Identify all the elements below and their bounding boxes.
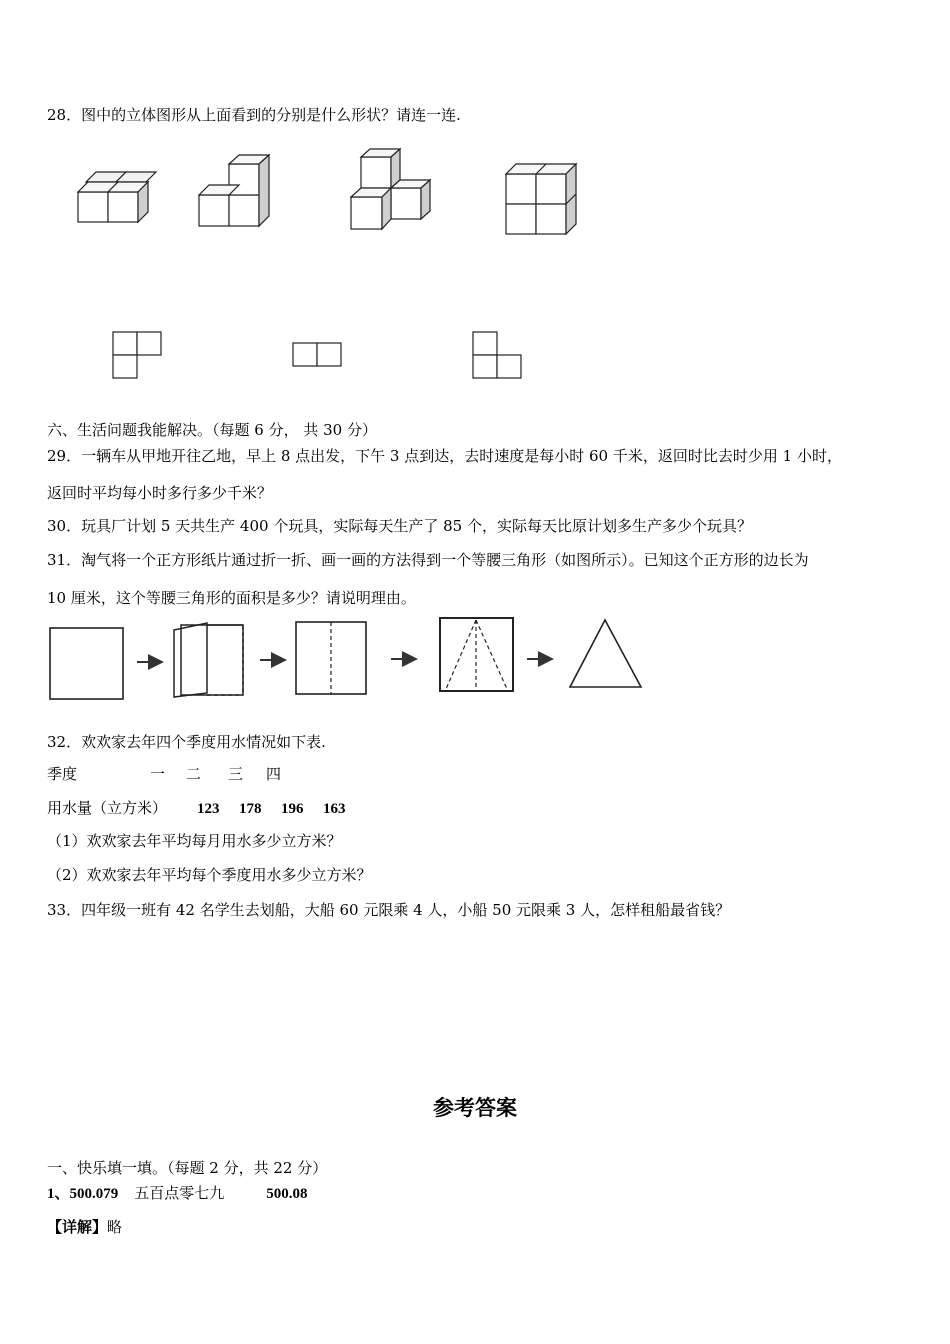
answer-1-number: 1、500.079 bbox=[47, 1186, 119, 1202]
square-paper bbox=[50, 628, 123, 699]
q32-row2-value-3: 196 bbox=[281, 801, 304, 817]
q32-table-row2 bbox=[47, 797, 346, 818]
q28-text: 28．图中的立体图形从上面看到的分别是什么形状？请连一连. bbox=[47, 106, 461, 124]
q32-row1-label: 季度 bbox=[47, 765, 78, 783]
folded-paper bbox=[174, 623, 243, 697]
unfolded-paper bbox=[296, 622, 366, 694]
answer-1 bbox=[47, 1182, 308, 1203]
q32-row1-value-1: 一 bbox=[150, 765, 166, 783]
q29-line2: 返回时平均每小时多行多少千米？ bbox=[47, 484, 273, 502]
answer-detail bbox=[47, 1216, 122, 1237]
q33-text: 33．四年级一班有 42 名学生去划船，大船 60 元限乘 4 人，小船 50 元限乘 3 人，怎样租船最省钱？ bbox=[47, 901, 731, 919]
answer-title: 参考答案 bbox=[433, 1095, 517, 1120]
answer-1-words: 五百点零七九 bbox=[134, 1184, 225, 1202]
answer-section1-heading: 一、快乐填一填。（每题 2 分，共 22 分） bbox=[47, 1159, 328, 1177]
q30-text: 30．玩具厂计划 5 天共生产 400 个玩具，实际每天生产了 85 个，实际每天比原计划多生产多少个玩具？ bbox=[47, 517, 752, 535]
q29-line1: 29．一辆车从甲地开往乙地，早上 8 点出发，下午 3 点到达，去时速度是每小时 60 千米，返回时比去时少用 1 小时， bbox=[47, 447, 842, 465]
q32-row2-label: 用水量（立方米） bbox=[47, 799, 168, 817]
q32-sub1: （1）欢欢家去年平均每月用水多少立方米？ bbox=[47, 832, 342, 850]
q32-row1-value-3: 三 bbox=[228, 765, 244, 783]
q31-line1: 31．淘气将一个正方形纸片通过折一折、画一画的方法得到一个等腰三角形（如图所示）。已知这个正方形的边长为 bbox=[47, 551, 809, 569]
drawn-paper bbox=[440, 618, 513, 691]
q32-row2-value-4: 163 bbox=[323, 801, 346, 817]
q32-row1-value-2: 二 bbox=[186, 765, 202, 783]
q32-sub2: （2）欢欢家去年平均每个季度用水多少立方米？ bbox=[47, 866, 372, 884]
detail-label: 【详解】 bbox=[47, 1220, 108, 1236]
q32-row2-value-1: 123 bbox=[197, 801, 220, 817]
q32-table-row1 bbox=[47, 763, 281, 784]
q32-row2-value-2: 178 bbox=[239, 801, 262, 817]
answer-1-value: 500.08 bbox=[266, 1186, 308, 1202]
q31-line2: 10 厘米，这个等腰三角形的面积是多少？请说明理由。 bbox=[47, 589, 416, 607]
detail-text: 略 bbox=[107, 1218, 123, 1236]
section6-heading: 六、生活问题我能解决。（每题 6 分， 共 30 分） bbox=[47, 421, 377, 439]
q32-text: 32．欢欢家去年四个季度用水情况如下表. bbox=[47, 733, 326, 751]
isosceles-triangle bbox=[570, 620, 641, 687]
q32-row1-value-4: 四 bbox=[266, 765, 282, 783]
